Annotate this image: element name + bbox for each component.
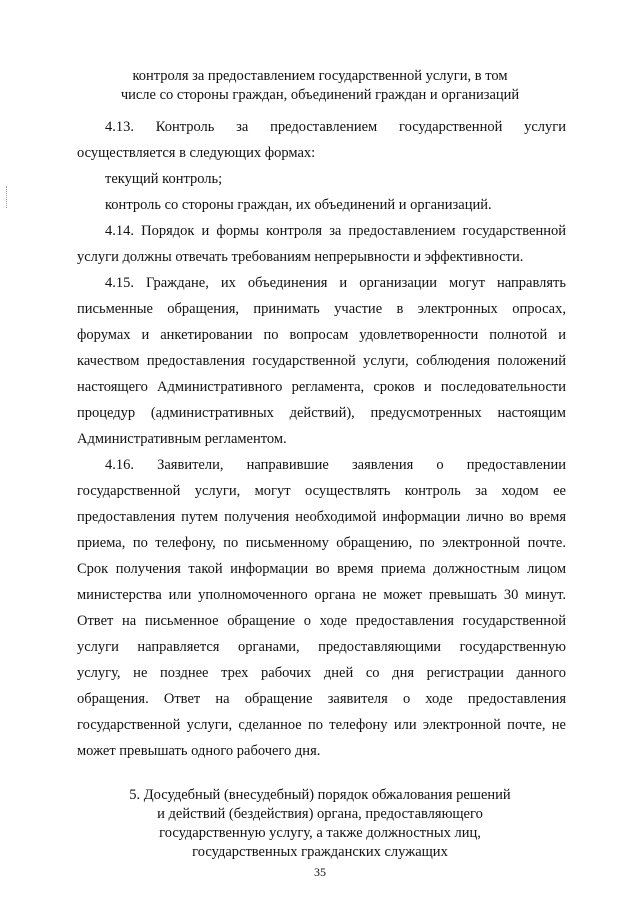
paragraph-line: обращения. Ответ на обращение заявителя о ходе предоставления [77,691,566,707]
paragraph-line: предоставления путем получения необходимой информации лично во время [77,509,566,525]
paragraph-line: форумах и анкетировании по вопросам удовлетворенности полнотой и [77,327,566,343]
paragraph-line: услуги направляется органами, предоставляющими государственную [77,639,566,655]
section-heading-line-1: контроля за предоставлением государственной услуги, в том [132,68,508,84]
section-5-heading-line-3: государственную услугу, а также должностных лиц, [159,825,481,841]
section-heading-line-2: числе со стороны граждан, объединений граждан и организаций [120,87,520,103]
page-number: 35 [314,865,326,879]
paragraph-4-15-line: 4.15. Граждане, их объединения и организации могут направлять [105,275,566,291]
list-item-citizen-control: контроль со стороны граждан, их объединений и организаций. [105,197,492,213]
margin-scan-mark [6,186,8,208]
paragraph-line: услугу, не позднее трех рабочих дней со дня регистрации данного [77,665,566,681]
paragraph-line: приема, по телефону, по письменному обращению, по электронной почте. [77,535,566,551]
paragraph-line: услуги должны отвечать требованиям непрерывности и эффективности. [77,249,524,265]
paragraph-4-13-line: 4.13. Контроль за предоставлением государственной услуги [105,119,566,135]
paragraph-line: процедур (административных действий), предусмотренных настоящим [77,405,566,421]
paragraph-line: настоящего Административного регламента, сроков и последовательности [77,379,566,395]
paragraph-line: государственной услуги, могут осуществлять контроль за ходом ее [77,483,566,499]
paragraph-line: письменные обращения, принимать участие в электронных опросах, [77,301,566,317]
list-item-current-control: текущий контроль; [105,171,223,187]
paragraph-line: государственной услуги, сделанное по телефону или электронной почте, не [77,717,566,733]
paragraph-line: качеством предоставления государственной услуги, соблюдения положений [77,353,566,369]
section-5-heading-line-1: 5. Досудебный (внесудебный) порядок обжалования решений [129,787,511,803]
paragraph-4-14-line: 4.14. Порядок и формы контроля за предоставлением государственной [105,223,566,239]
paragraph-line: осуществляется в следующих формах: [77,145,316,161]
section-5-heading-line-4: государственных гражданских служащих [192,844,448,860]
paragraph-4-16-line: 4.16. Заявители, направившие заявления о предоставлении [105,457,566,473]
paragraph-line: может превышать одного рабочего дня. [77,743,321,759]
paragraph-line: Ответ на письменное обращение о ходе предоставления государственной [77,613,566,629]
section-5-heading-line-2: и действий (бездействия) органа, предоставляющего [157,806,483,822]
paragraph-line: Срок получения такой информации во время приема должностным лицом [77,561,566,577]
paragraph-line: министерства или уполномоченного органа не может превышать 30 минут. [77,587,566,603]
paragraph-line: Административным регламентом. [77,431,287,447]
